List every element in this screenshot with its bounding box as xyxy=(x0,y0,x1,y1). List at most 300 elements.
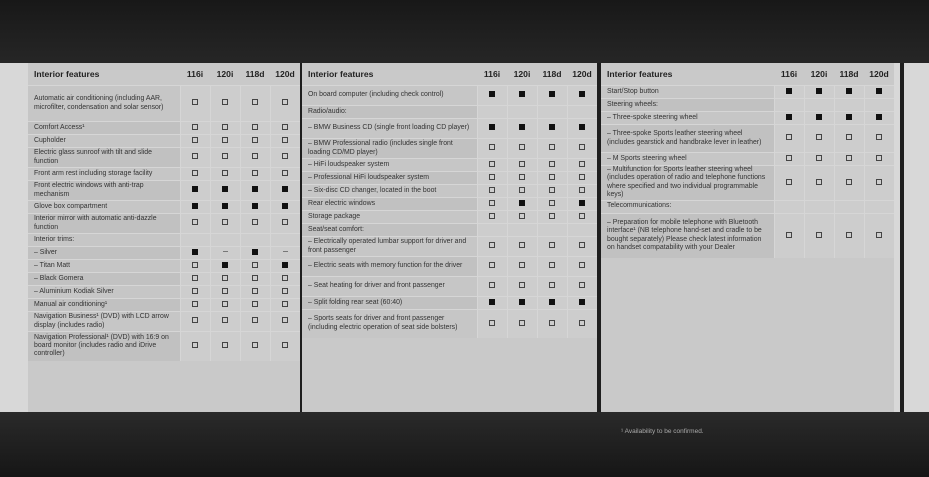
availability-cell xyxy=(240,135,270,148)
availability-cell xyxy=(864,125,894,153)
availability-cell xyxy=(240,181,270,201)
availability-cell xyxy=(774,153,804,166)
availability-cell xyxy=(537,211,567,224)
optional-marker-icon xyxy=(192,342,198,348)
optional-marker-icon xyxy=(579,242,585,248)
availability-cell xyxy=(240,286,270,299)
optional-marker-icon xyxy=(222,153,228,159)
optional-marker-icon xyxy=(222,288,228,294)
interior-features-panel-2 xyxy=(302,63,597,412)
feature-label: Navigation Business¹ (DVD) with LCD arrow display (includes radio) xyxy=(28,312,180,332)
standard-marker-icon xyxy=(786,114,792,120)
availability-cell xyxy=(537,297,567,310)
availability-cell xyxy=(774,200,804,213)
table-row xyxy=(601,86,894,99)
standard-marker-icon xyxy=(192,203,198,209)
optional-marker-icon xyxy=(579,161,585,167)
availability-cell xyxy=(774,125,804,153)
model-header-120i: 120i xyxy=(810,69,828,79)
optional-marker-icon xyxy=(786,134,792,140)
optional-marker-icon xyxy=(192,219,198,225)
availability-cell xyxy=(804,166,834,201)
availability-cell xyxy=(477,139,507,159)
availability-cell xyxy=(210,312,240,332)
availability-cell xyxy=(804,200,834,213)
optional-marker-icon xyxy=(816,179,822,185)
availability-cell xyxy=(210,234,240,247)
optional-marker-icon xyxy=(549,161,555,167)
feature-label: Storage package xyxy=(302,211,477,224)
table-row xyxy=(302,106,597,119)
standard-marker-icon xyxy=(222,203,228,209)
availability-cell xyxy=(477,297,507,310)
features-table xyxy=(28,63,300,361)
availability-cell xyxy=(477,159,507,172)
table-row xyxy=(302,277,597,297)
availability-cell xyxy=(507,86,537,106)
feature-label: – Multifunction for Sports leather steering wheel (includes operation of radio and telephone functions where specified and two individual programmable keys) xyxy=(601,166,774,201)
optional-marker-icon xyxy=(816,134,822,140)
availability-cell xyxy=(240,148,270,168)
feature-label: – HiFi loudspeaker system xyxy=(302,159,477,172)
availability-cell xyxy=(180,201,210,214)
standard-marker-icon xyxy=(579,91,585,97)
optional-marker-icon xyxy=(192,153,198,159)
optional-marker-icon xyxy=(192,317,198,323)
standard-marker-icon xyxy=(519,124,525,130)
optional-marker-icon xyxy=(489,187,495,193)
standard-marker-icon xyxy=(549,299,555,305)
availability-cell xyxy=(834,213,864,258)
optional-marker-icon xyxy=(519,213,525,219)
availability-cell xyxy=(210,260,240,273)
standard-marker-icon xyxy=(816,88,822,94)
optional-marker-icon xyxy=(252,137,258,143)
standard-marker-icon xyxy=(252,249,258,255)
availability-cell xyxy=(537,224,567,237)
optional-marker-icon xyxy=(192,262,198,268)
feature-label: – BMW Business CD (single front loading CD player) xyxy=(302,119,477,139)
table-row xyxy=(302,297,597,310)
optional-marker-icon xyxy=(222,137,228,143)
table-row xyxy=(302,257,597,277)
optional-marker-icon xyxy=(519,144,525,150)
optional-marker-icon xyxy=(192,124,198,130)
availability-cell xyxy=(774,213,804,258)
availability-cell xyxy=(774,112,804,125)
table-row xyxy=(28,286,300,299)
availability-cell xyxy=(774,166,804,201)
availability-cell xyxy=(240,273,270,286)
availability-cell xyxy=(537,119,567,139)
table-row xyxy=(28,148,300,168)
availability-cell xyxy=(210,332,240,361)
standard-marker-icon xyxy=(519,200,525,206)
availability-cell xyxy=(507,277,537,297)
availability-cell xyxy=(864,166,894,201)
optional-marker-icon xyxy=(192,275,198,281)
optional-marker-icon xyxy=(489,174,495,180)
availability-cell xyxy=(864,86,894,99)
optional-marker-icon xyxy=(282,153,288,159)
model-header-120i: 120i xyxy=(216,69,234,79)
availability-cell xyxy=(180,247,210,260)
optional-marker-icon xyxy=(876,155,882,161)
availability-cell xyxy=(567,211,597,224)
feature-label: – Seat heating for driver and front passenger xyxy=(302,277,477,297)
table-row xyxy=(28,260,300,273)
availability-cell xyxy=(537,257,567,277)
availability-cell xyxy=(270,122,300,135)
optional-marker-icon xyxy=(252,153,258,159)
availability-cell xyxy=(507,297,537,310)
table-row xyxy=(601,99,894,112)
standard-marker-icon xyxy=(786,88,792,94)
availability-cell xyxy=(477,172,507,185)
availability-cell xyxy=(180,86,210,122)
feature-label: Rear electric windows xyxy=(302,198,477,211)
feature-column-header: Interior features xyxy=(34,69,100,79)
availability-cell xyxy=(507,224,537,237)
availability-cell xyxy=(834,125,864,153)
optional-marker-icon xyxy=(489,282,495,288)
availability-cell xyxy=(774,86,804,99)
availability-cell xyxy=(567,277,597,297)
availability-cell xyxy=(210,273,240,286)
feature-column-header: Interior features xyxy=(308,69,374,79)
optional-marker-icon xyxy=(846,179,852,185)
optional-marker-icon xyxy=(222,301,228,307)
availability-cell xyxy=(180,299,210,312)
optional-marker-icon xyxy=(282,342,288,348)
availability-cell xyxy=(270,312,300,332)
availability-cell xyxy=(270,260,300,273)
optional-marker-icon xyxy=(222,124,228,130)
optional-marker-icon xyxy=(489,262,495,268)
model-header-116i: 116i xyxy=(483,69,501,79)
availability-cell xyxy=(180,312,210,332)
availability-cell xyxy=(270,148,300,168)
availability-cell xyxy=(804,213,834,258)
optional-marker-icon xyxy=(192,301,198,307)
table-row xyxy=(28,214,300,234)
availability-cell xyxy=(477,257,507,277)
model-header-120i: 120i xyxy=(513,69,531,79)
feature-label: – BMW Professional radio (includes single front loading CD/MD player) xyxy=(302,139,477,159)
model-header-120d: 120d xyxy=(275,69,295,79)
availability-cell xyxy=(507,185,537,198)
availability-cell xyxy=(180,332,210,361)
right-edge-strip xyxy=(904,63,929,412)
availability-cell xyxy=(567,310,597,338)
availability-cell xyxy=(180,168,210,181)
features-table xyxy=(302,63,597,338)
availability-cell xyxy=(507,198,537,211)
availability-cell xyxy=(240,214,270,234)
table-row xyxy=(28,247,300,260)
optional-marker-icon xyxy=(876,232,882,238)
optional-marker-icon xyxy=(846,232,852,238)
availability-cell xyxy=(834,153,864,166)
optional-marker-icon xyxy=(489,200,495,206)
table-row xyxy=(302,159,597,172)
availability-cell xyxy=(270,234,300,247)
optional-marker-icon xyxy=(489,213,495,219)
table-row xyxy=(302,198,597,211)
availability-cell xyxy=(270,299,300,312)
availability-cell xyxy=(864,112,894,125)
table-row xyxy=(28,122,300,135)
availability-cell xyxy=(537,310,567,338)
standard-marker-icon xyxy=(876,88,882,94)
table-row xyxy=(302,211,597,224)
standard-marker-icon xyxy=(222,186,228,192)
table-row xyxy=(601,125,894,153)
feature-label: – Three-spoke Sports leather steering wheel (includes gearstick and handbrake lever in leather) xyxy=(601,125,774,153)
optional-marker-icon xyxy=(846,155,852,161)
availability-cell xyxy=(537,106,567,119)
table-row xyxy=(28,135,300,148)
standard-marker-icon xyxy=(549,124,555,130)
availability-cell xyxy=(270,181,300,201)
availability-cell xyxy=(270,168,300,181)
optional-marker-icon xyxy=(579,213,585,219)
table-row xyxy=(28,299,300,312)
availability-cell xyxy=(834,99,864,112)
table-row xyxy=(302,172,597,185)
feature-label: Manual air conditioning¹ xyxy=(28,299,180,312)
interior-features-panel-1 xyxy=(28,63,300,412)
feature-label: – Titan Matt xyxy=(28,260,180,273)
availability-cell xyxy=(477,310,507,338)
availability-cell xyxy=(567,86,597,106)
availability-cell xyxy=(507,159,537,172)
availability-cell xyxy=(567,106,597,119)
optional-marker-icon xyxy=(519,187,525,193)
availability-cell xyxy=(507,310,537,338)
availability-cell xyxy=(180,148,210,168)
feature-label: – Professional HiFi loudspeaker system xyxy=(302,172,477,185)
optional-marker-icon xyxy=(282,275,288,281)
optional-marker-icon xyxy=(252,317,258,323)
feature-label: – Aluminium Kodiak Silver xyxy=(28,286,180,299)
availability-cell xyxy=(270,247,300,260)
availability-cell xyxy=(507,119,537,139)
table-row xyxy=(28,181,300,201)
availability-cell xyxy=(804,112,834,125)
optional-marker-icon xyxy=(282,288,288,294)
availability-cell xyxy=(567,297,597,310)
standard-marker-icon xyxy=(222,262,228,268)
feature-label: – Sports seats for driver and front passenger (including electric operation of seat side bolsters) xyxy=(302,310,477,338)
standard-marker-icon xyxy=(252,186,258,192)
optional-marker-icon xyxy=(489,161,495,167)
table-row xyxy=(28,312,300,332)
table-row xyxy=(28,168,300,181)
optional-marker-icon xyxy=(282,99,288,105)
optional-marker-icon xyxy=(786,179,792,185)
optional-marker-icon xyxy=(222,99,228,105)
availability-cell xyxy=(210,299,240,312)
availability-cell xyxy=(804,86,834,99)
feature-label: – M Sports steering wheel xyxy=(601,153,774,166)
availability-cell xyxy=(537,198,567,211)
optional-marker-icon xyxy=(549,200,555,206)
table-row xyxy=(28,273,300,286)
feature-label: Electric glass sunroof with tilt and slide function xyxy=(28,148,180,168)
optional-marker-icon xyxy=(549,242,555,248)
feature-label: Radio/audio: xyxy=(302,106,477,119)
feature-label: Steering wheels: xyxy=(601,99,774,112)
availability-cell xyxy=(270,135,300,148)
availability-cell xyxy=(834,86,864,99)
model-header-116i: 116i xyxy=(186,69,204,79)
model-header-118d: 118d xyxy=(542,69,562,79)
feature-label: Start/Stop button xyxy=(601,86,774,99)
optional-marker-icon xyxy=(579,187,585,193)
availability-cell xyxy=(240,201,270,214)
model-header-118d: 118d xyxy=(245,69,265,79)
optional-marker-icon xyxy=(549,282,555,288)
feature-label: – Three-spoke steering wheel xyxy=(601,112,774,125)
availability-cell xyxy=(240,247,270,260)
availability-cell xyxy=(537,185,567,198)
optional-marker-icon xyxy=(549,187,555,193)
standard-marker-icon xyxy=(192,186,198,192)
optional-marker-icon xyxy=(876,179,882,185)
table-row xyxy=(28,234,300,247)
availability-cell xyxy=(804,99,834,112)
features-table xyxy=(601,63,894,258)
standard-marker-icon xyxy=(579,200,585,206)
availability-cell xyxy=(270,332,300,361)
optional-marker-icon xyxy=(786,232,792,238)
availability-cell xyxy=(834,112,864,125)
optional-marker-icon xyxy=(252,301,258,307)
standard-marker-icon xyxy=(846,88,852,94)
standard-marker-icon xyxy=(282,203,288,209)
availability-cell xyxy=(240,122,270,135)
availability-cell xyxy=(240,234,270,247)
availability-cell xyxy=(537,139,567,159)
availability-cell xyxy=(210,247,240,260)
availability-cell xyxy=(567,185,597,198)
availability-cell xyxy=(270,286,300,299)
feature-label: – Preparation for mobile telephone with Bluetooth interface¹ (NB telephone hand-set and cradle to be bought separately) Please check latest information on handset compatability with your Dealer xyxy=(601,213,774,258)
model-header-116i: 116i xyxy=(780,69,798,79)
optional-marker-icon xyxy=(549,174,555,180)
optional-marker-icon xyxy=(519,242,525,248)
optional-marker-icon xyxy=(252,288,258,294)
availability-cell xyxy=(477,86,507,106)
standard-marker-icon xyxy=(282,262,288,268)
standard-marker-icon xyxy=(876,114,882,120)
availability-cell xyxy=(834,200,864,213)
availability-cell xyxy=(180,234,210,247)
dark-background-bottom xyxy=(0,412,929,477)
availability-cell xyxy=(210,122,240,135)
table-row xyxy=(302,310,597,338)
optional-marker-icon xyxy=(846,134,852,140)
availability-cell xyxy=(240,312,270,332)
availability-cell xyxy=(567,257,597,277)
availability-cell xyxy=(240,299,270,312)
optional-marker-icon xyxy=(549,320,555,326)
optional-marker-icon xyxy=(222,317,228,323)
availability-cell xyxy=(864,99,894,112)
availability-cell xyxy=(477,237,507,257)
feature-label: Telecommunications: xyxy=(601,200,774,213)
table-row xyxy=(302,237,597,257)
optional-marker-icon xyxy=(222,170,228,176)
availability-cell xyxy=(567,172,597,185)
feature-label: – Electrically operated lumbar support for driver and front passenger xyxy=(302,237,477,257)
availability-cell xyxy=(180,214,210,234)
optional-marker-icon xyxy=(252,124,258,130)
feature-label: – Electric seats with memory function for the driver xyxy=(302,257,477,277)
table-row xyxy=(302,119,597,139)
model-header-118d: 118d xyxy=(839,69,859,79)
availability-cell xyxy=(864,153,894,166)
availability-cell xyxy=(477,277,507,297)
availability-cell xyxy=(180,122,210,135)
optional-marker-icon xyxy=(282,137,288,143)
optional-marker-icon xyxy=(579,262,585,268)
availability-cell xyxy=(507,237,537,257)
availability-cell xyxy=(507,211,537,224)
optional-marker-icon xyxy=(222,275,228,281)
standard-marker-icon xyxy=(282,186,288,192)
availability-cell xyxy=(180,181,210,201)
not-available-dash-icon xyxy=(283,251,288,252)
feature-column-header: Interior features xyxy=(607,69,673,79)
standard-marker-icon xyxy=(846,114,852,120)
optional-marker-icon xyxy=(519,174,525,180)
standard-marker-icon xyxy=(579,299,585,305)
optional-marker-icon xyxy=(579,144,585,150)
not-available-dash-icon xyxy=(223,251,228,252)
standard-marker-icon xyxy=(816,114,822,120)
availability-cell xyxy=(210,168,240,181)
availability-cell xyxy=(210,201,240,214)
optional-marker-icon xyxy=(816,155,822,161)
feature-label: Comfort Access¹ xyxy=(28,122,180,135)
standard-marker-icon xyxy=(579,124,585,130)
availability-cell xyxy=(834,166,864,201)
availability-cell xyxy=(567,159,597,172)
availability-cell xyxy=(567,198,597,211)
optional-marker-icon xyxy=(786,155,792,161)
availability-cell xyxy=(210,148,240,168)
availability-cell xyxy=(567,119,597,139)
availability-cell xyxy=(180,135,210,148)
optional-marker-icon xyxy=(579,174,585,180)
optional-marker-icon xyxy=(252,262,258,268)
feature-label: Automatic air conditioning (including AAR, microfilter, condensation and solar sensor) xyxy=(28,86,180,122)
standard-marker-icon xyxy=(489,91,495,97)
standard-marker-icon xyxy=(549,91,555,97)
feature-label: Front electric windows with anti-trap mechanism xyxy=(28,181,180,201)
availability-cell xyxy=(210,135,240,148)
availability-cell xyxy=(180,286,210,299)
optional-marker-icon xyxy=(282,170,288,176)
feature-label: Cupholder xyxy=(28,135,180,148)
table-row xyxy=(601,153,894,166)
availability-cell xyxy=(507,257,537,277)
feature-label: – Silver xyxy=(28,247,180,260)
availability-cell xyxy=(180,260,210,273)
optional-marker-icon xyxy=(282,124,288,130)
